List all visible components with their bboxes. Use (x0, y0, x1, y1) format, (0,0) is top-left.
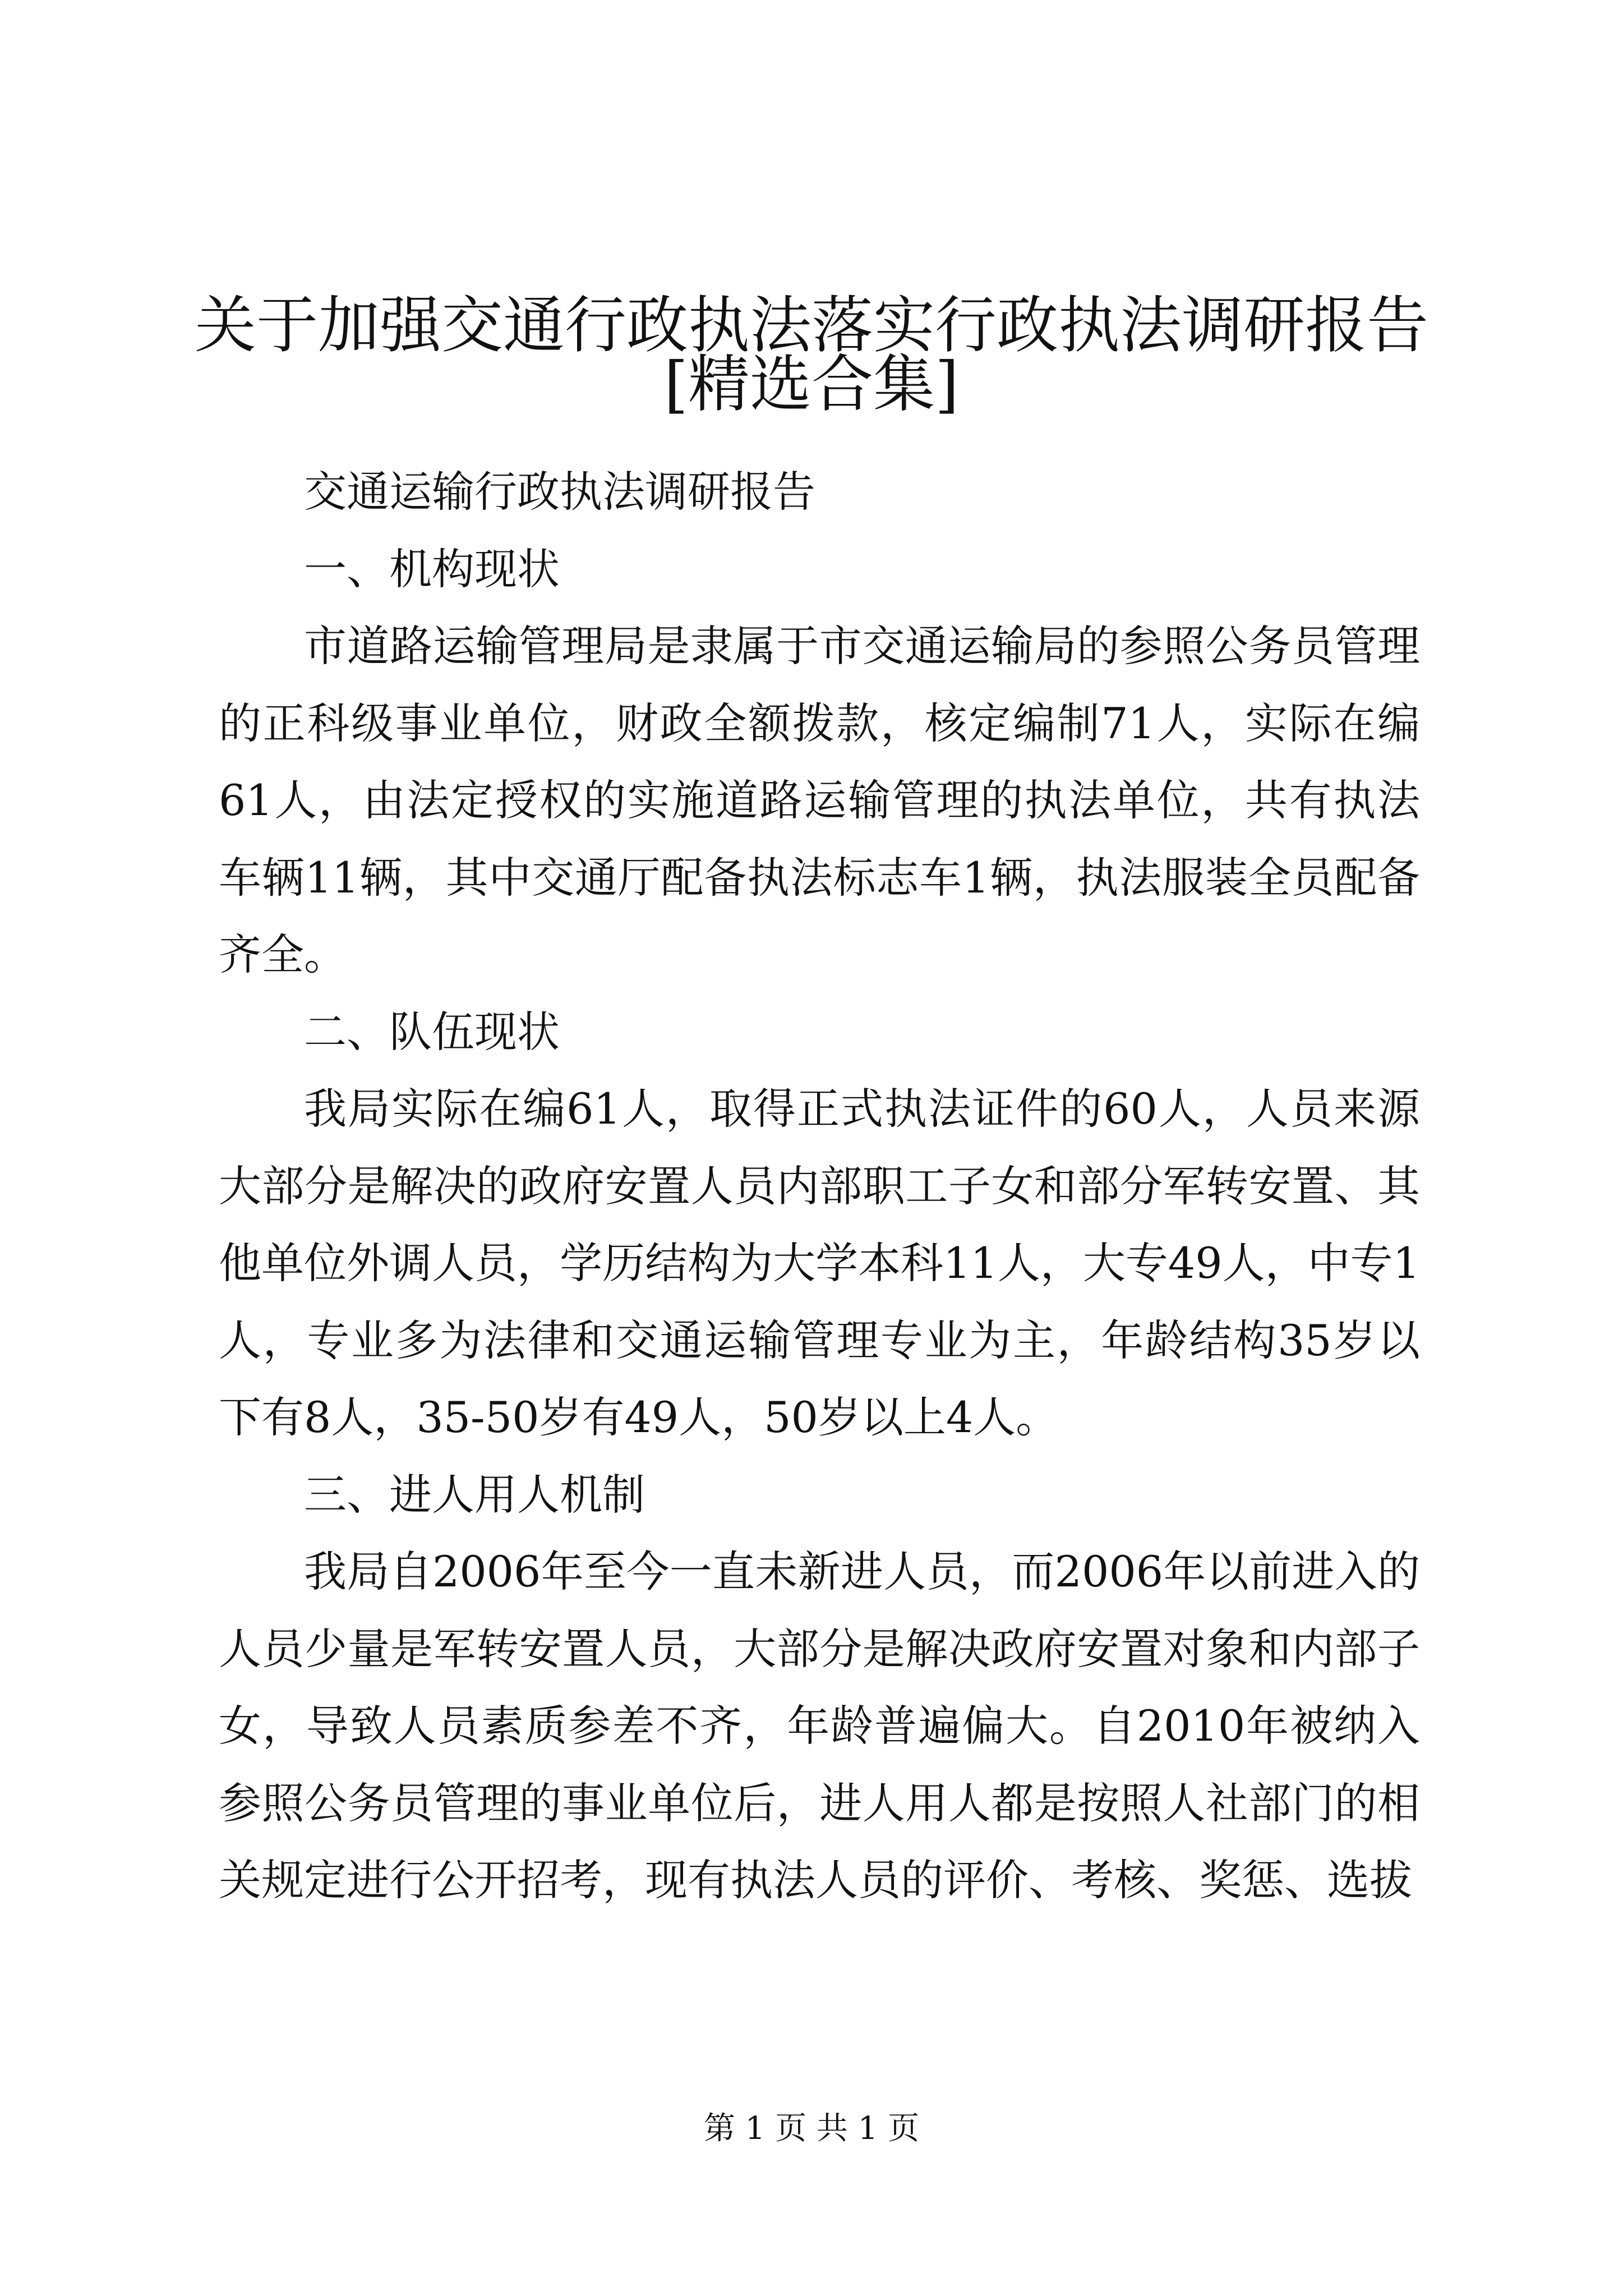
document-title: 关于加强交通行政执法落实行政执法调研报告 (195, 289, 1428, 361)
report-subtitle: 交通运输行政执法调研报告 (304, 467, 815, 517)
section-paragraph-3: 我局自2006年至今一直未新进人员，而2006年以前进入的人员少量是军转安置人员，大部分是解决政府安置对象和内部子女，导致人员素质参差不齐，年龄普遍偏大。自2010年被纳入参照公务员管理的事业单位后，进人用人都是按照人社部门的相关规定进行公开招考，现有执法人员的评价、考核、奖惩、选拔 (219, 1547, 1420, 1905)
page-footer: 第 1 页 共 1 页 (703, 2110, 920, 2147)
section-heading-1: 一、机构现状 (304, 544, 560, 594)
section-heading-2: 二、队伍现状 (304, 1006, 560, 1057)
section-paragraph-1: 市道路运输管理局是隶属于市交通运输局的参照公务员管理的正科级事业单位，财政全额拨款，核定编制71人，实际在编61人，由法定授权的实施道路运输管理的执法单位，共有执法车辆11辆，其中交通厅配备执法标志车1辆，执法服装全员配备齐全。 (219, 621, 1420, 979)
document-body (219, 453, 1420, 1919)
section-paragraph-2: 我局实际在编61人，取得正式执法证件的60人，人员来源大部分是解决的政府安置人员内部职工子女和部分军转安置、其他单位外调人员，学历结构为大学本科11人，大专49人，中专1人，专业多为法律和交通运输管理专业为主，年龄结构35岁以下有8人，35-50岁有49人，50岁以上4人。 (219, 1084, 1420, 1442)
document-title-suffix: [精选合集] (664, 348, 959, 420)
section-heading-3: 三、进人用人机制 (304, 1469, 645, 1520)
